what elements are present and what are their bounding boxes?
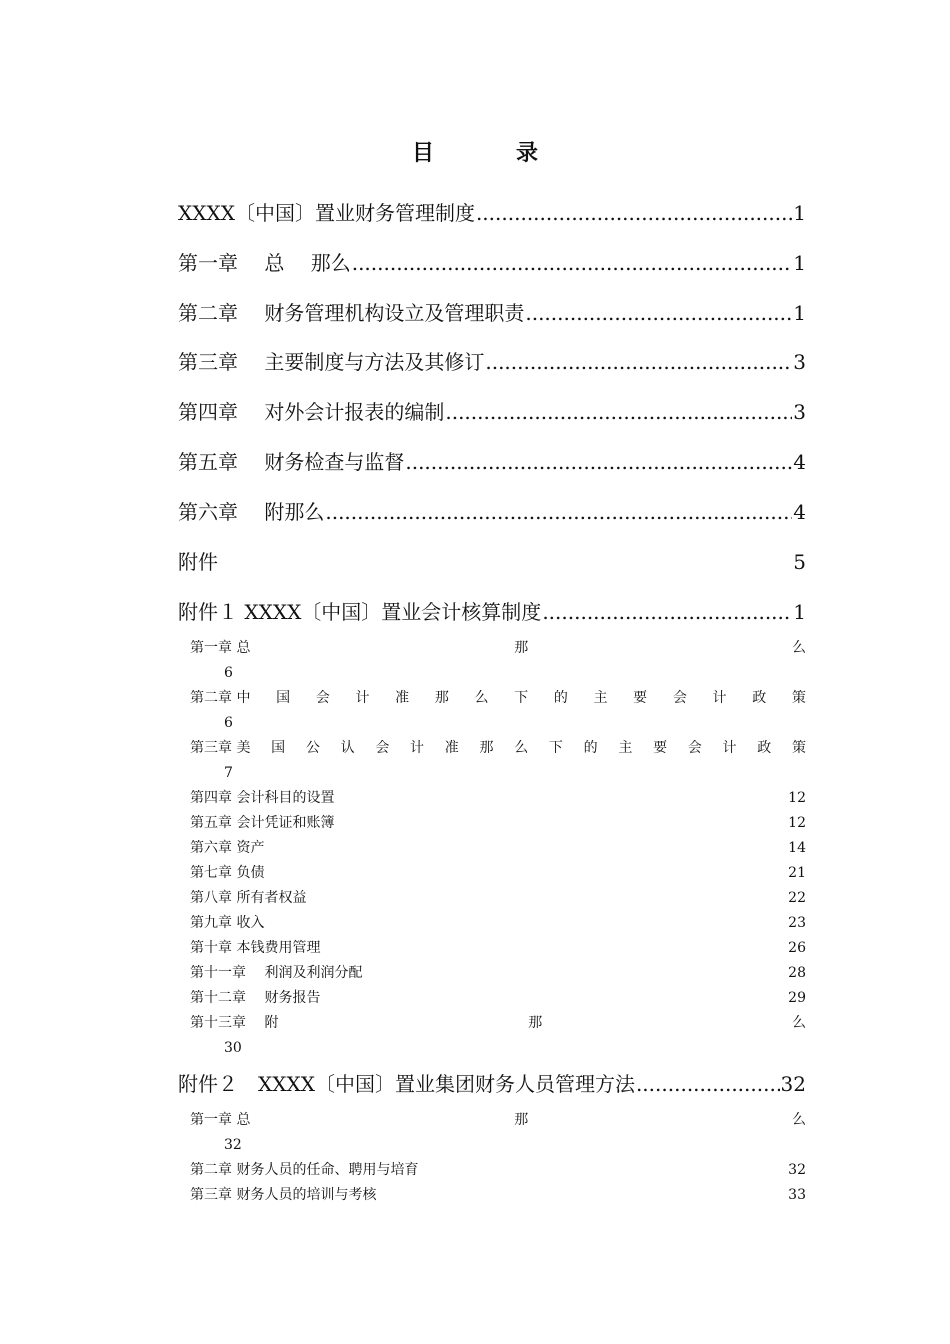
toc-char: 么 (791, 1112, 806, 1128)
toc-char: 国 (276, 690, 291, 706)
toc-char: 政 (752, 690, 767, 706)
dot-leader (445, 400, 792, 424)
page-number: 7 (224, 765, 233, 781)
toc-char: 要 (633, 690, 648, 706)
toc-char: 么 (791, 1015, 806, 1031)
toc-sub-entry[interactable]: 第五章 会计凭证和账簿 12 (190, 815, 806, 831)
toc-char: 那 (528, 1015, 543, 1031)
toc-sub-entry[interactable]: 第十一章 利润及利润分配 28 (190, 965, 806, 981)
toc-entry[interactable]: 第五章 财务检查与监督 ..... 4 (178, 446, 806, 478)
toc-char: 么 (514, 740, 529, 756)
toc-char: 第十三章 附 (190, 1015, 279, 1031)
toc-entry[interactable]: 第三章 主要制度与方法及其修订 ..... 3 (178, 346, 806, 378)
toc-char: 第一章 总 (190, 1112, 251, 1128)
toc-entry[interactable]: 第二章 财务管理机构设立及管理职责 ..... 1 (178, 297, 806, 329)
toc-entry[interactable]: 第六章 附那么 ..... 4 (178, 496, 806, 528)
toc-char: 第一章 总 (190, 640, 251, 656)
toc-char: 第三章 美 (190, 740, 251, 756)
toc-char: 主 (593, 690, 608, 706)
attachment-1-list (190, 636, 806, 1061)
toc-char: 的 (583, 740, 598, 756)
toc-char: 公 (305, 740, 320, 756)
toc-char: 下 (514, 690, 529, 706)
toc-sub-entry-spread[interactable] (190, 1108, 806, 1133)
toc-sub-entry[interactable]: 第九章 收入 23 (190, 915, 806, 931)
toc-char: 认 (340, 740, 355, 756)
toc-sub-entry-spread[interactable] (190, 636, 806, 661)
toc-sub-entry[interactable]: 第三章 财务人员的培训与考核 33 (190, 1187, 806, 1203)
toc-title: 目 录 (411, 140, 568, 166)
toc-char: 那 (514, 1112, 529, 1128)
toc-char: 那 (479, 740, 494, 756)
toc-attachment-2[interactable]: 附件２ XXXX〔中国〕置业集团财务人员管理方法 ..... 32 (178, 1068, 806, 1100)
dot-leader (405, 450, 792, 474)
toc-char: 么 (474, 690, 489, 706)
toc-char: 那 (514, 640, 529, 656)
dot-leader (325, 500, 792, 524)
toc-char: 会 (315, 690, 330, 706)
toc-char: 准 (444, 740, 459, 756)
toc-char: 下 (548, 740, 563, 756)
toc-char: 计 (722, 740, 737, 756)
toc-char: 会 (672, 690, 687, 706)
toc-char: 策 (791, 690, 806, 706)
page-number: 6 (224, 665, 233, 681)
toc-entry[interactable]: XXXX〔中国〕置业财务管理制度 ..... 1 (178, 197, 806, 229)
toc-char: 计 (712, 690, 727, 706)
toc-sub-entry-spread[interactable] (190, 736, 806, 761)
toc-attachment-1[interactable]: 附件１ XXXX〔中国〕置业会计核算制度 ..... 1 (178, 596, 806, 628)
toc-char: 国 (271, 740, 286, 756)
toc-entry[interactable]: 第四章 对外会计报表的编制 ..... 3 (178, 396, 806, 428)
dot-leader (636, 1072, 780, 1096)
dot-leader (352, 251, 793, 275)
toc-attachments-heading[interactable]: 附件 5 (178, 550, 806, 574)
toc-char: 政 (757, 740, 772, 756)
toc-sub-entry-spread[interactable] (190, 1011, 806, 1036)
toc-char: 第二章 中 (190, 690, 251, 706)
toc-sub-entry[interactable]: 第六章 资产 14 (190, 840, 806, 856)
toc-sub-entry[interactable]: 第十章 本钱费用管理 26 (190, 940, 806, 956)
toc-char: 要 (653, 740, 668, 756)
toc-char: 的 (553, 690, 568, 706)
toc-sub-entry[interactable]: 第八章 所有者权益 22 (190, 890, 806, 906)
toc-char: 策 (791, 740, 806, 756)
dot-leader (485, 350, 792, 374)
dot-leader (525, 301, 792, 325)
toc-char: 主 (618, 740, 633, 756)
toc-char: 计 (410, 740, 425, 756)
toc-char: 会 (687, 740, 702, 756)
page-number: 32 (224, 1137, 242, 1153)
toc-char: 会 (375, 740, 390, 756)
toc-sub-entry[interactable]: 第七章 负债 21 (190, 865, 806, 881)
page-number: 6 (224, 715, 233, 731)
toc-sub-entry-spread[interactable] (190, 686, 806, 711)
toc-main (178, 197, 806, 229)
page-number: 30 (224, 1040, 242, 1056)
toc-sub-entry[interactable]: 第二章 财务人员的任命、聘用与培育 32 (190, 1162, 806, 1178)
attachment-2-list (190, 1108, 806, 1208)
dot-leader (476, 201, 792, 225)
toc-sub-entry[interactable]: 第四章 会计科目的设置 12 (190, 790, 806, 806)
toc-char: 准 (395, 690, 410, 706)
toc-char: 那 (434, 690, 449, 706)
toc-char: 么 (791, 640, 806, 656)
dot-leader (542, 600, 792, 624)
toc-char: 计 (355, 690, 370, 706)
toc-sub-entry[interactable]: 第十二章 财务报告 29 (190, 990, 806, 1006)
toc-entry[interactable]: 第一章 总 那么 ..... 1 (178, 247, 806, 279)
